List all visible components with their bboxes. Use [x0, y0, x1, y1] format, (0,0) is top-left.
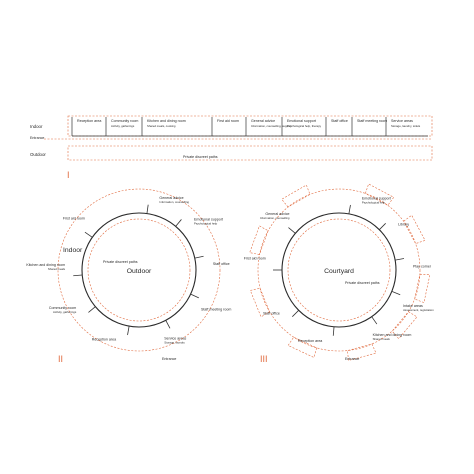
room-name: Kitchen and dining room: [372, 332, 412, 337]
room-name: General advice: [251, 119, 276, 123]
room-desc: Storage, laundry, toilets: [391, 124, 421, 128]
room-name: First aid room: [62, 216, 85, 221]
room-name: Intake areas: [403, 304, 423, 309]
room-name: Staff office: [212, 261, 230, 266]
row-label-outdoor: Outdoor: [30, 152, 46, 157]
room-name: Service areas: [164, 336, 187, 341]
path-label: Private discreet paths: [345, 281, 380, 285]
room-name: Reception area: [91, 337, 117, 342]
room-name: Play corner: [412, 264, 432, 269]
room-name: Emotional support: [287, 119, 316, 123]
room-name: Staff office: [263, 311, 280, 316]
room-desc: Activity, gatherings: [52, 310, 77, 315]
room-divider: [176, 219, 182, 226]
room-name: Community room: [111, 119, 139, 123]
room-desc: Information, counselling, support: [251, 124, 292, 128]
room-divider: [191, 294, 199, 298]
room-name: Service areas: [391, 119, 413, 123]
room-name: Staff office: [331, 119, 348, 123]
room-divider: [288, 228, 295, 234]
room-sector: [415, 274, 430, 302]
room-desc: Psychological help, therapy: [287, 124, 322, 128]
room-name: Reception area: [77, 119, 102, 123]
room-desc: Psychological help: [194, 221, 218, 226]
room-name: Staff meeting room: [201, 307, 232, 312]
room-name: General advice: [265, 211, 290, 216]
room-desc: Assessment, registration: [403, 308, 434, 313]
room-name: Emotional support: [361, 196, 391, 201]
room-divider: [333, 327, 334, 336]
room-name: Library: [398, 222, 410, 227]
panel-ring-courtyard: [244, 184, 434, 364]
room-divider: [379, 223, 385, 229]
roman-numeral-3: III: [260, 354, 268, 364]
room-desc: Shared meals: [372, 336, 390, 341]
room-name: Reception area: [297, 339, 323, 344]
room-divider: [395, 259, 404, 261]
outdoor-band: [68, 146, 432, 160]
room-name: Emotional support: [194, 217, 223, 222]
room-name: Kitchen and dining room: [147, 119, 186, 123]
center-label: Courtyard: [324, 268, 354, 275]
room-divider: [166, 320, 170, 328]
roman-numeral-2: II: [58, 354, 64, 364]
row-label-indoor: Indoor: [30, 124, 43, 129]
room-desc: Shared meals: [47, 267, 66, 272]
room-desc: Storage, laundry: [164, 340, 185, 345]
entrance-label: Entrance: [162, 357, 177, 361]
outdoor-path-label: Private discreet paths: [183, 155, 218, 159]
room-divider: [88, 307, 95, 313]
room-divider: [292, 310, 298, 316]
room-desc: Information, counselling: [159, 199, 189, 204]
room-divider: [349, 205, 351, 214]
room-sector: [250, 226, 268, 255]
indoor-label: Indoor: [63, 247, 83, 254]
roman-numeral-1: I: [67, 170, 70, 180]
room-name: Kitchen and dining room: [26, 263, 66, 268]
room-desc: Information, counselling: [259, 215, 290, 220]
room-divider: [73, 275, 82, 276]
room-divider: [372, 317, 377, 324]
room-name: Community room: [48, 306, 77, 311]
room-divider: [128, 326, 130, 335]
room-desc: Shared meals, cooking: [147, 124, 176, 128]
room-name: General advice: [159, 195, 184, 200]
room-name: First aid room: [243, 256, 266, 261]
room-divider: [392, 291, 400, 294]
panel-ring-outdoor: [26, 189, 231, 364]
center-label: Outdoor: [126, 268, 152, 275]
path-label: Private discreet paths: [103, 260, 138, 264]
entrance-label: Entrance: [345, 357, 360, 361]
room-desc: Psychological help: [361, 200, 386, 205]
room-sector: [404, 215, 425, 243]
room-name: Staff meeting room: [357, 119, 388, 123]
room-divider: [195, 256, 204, 258]
row-label-entrance: Entrance: [30, 136, 45, 140]
room-name: First aid room: [217, 119, 239, 123]
room-divider: [85, 232, 92, 237]
room-desc: Activity, gatherings: [111, 124, 135, 128]
room-divider: [147, 205, 148, 214]
panel-linear: [30, 116, 432, 180]
